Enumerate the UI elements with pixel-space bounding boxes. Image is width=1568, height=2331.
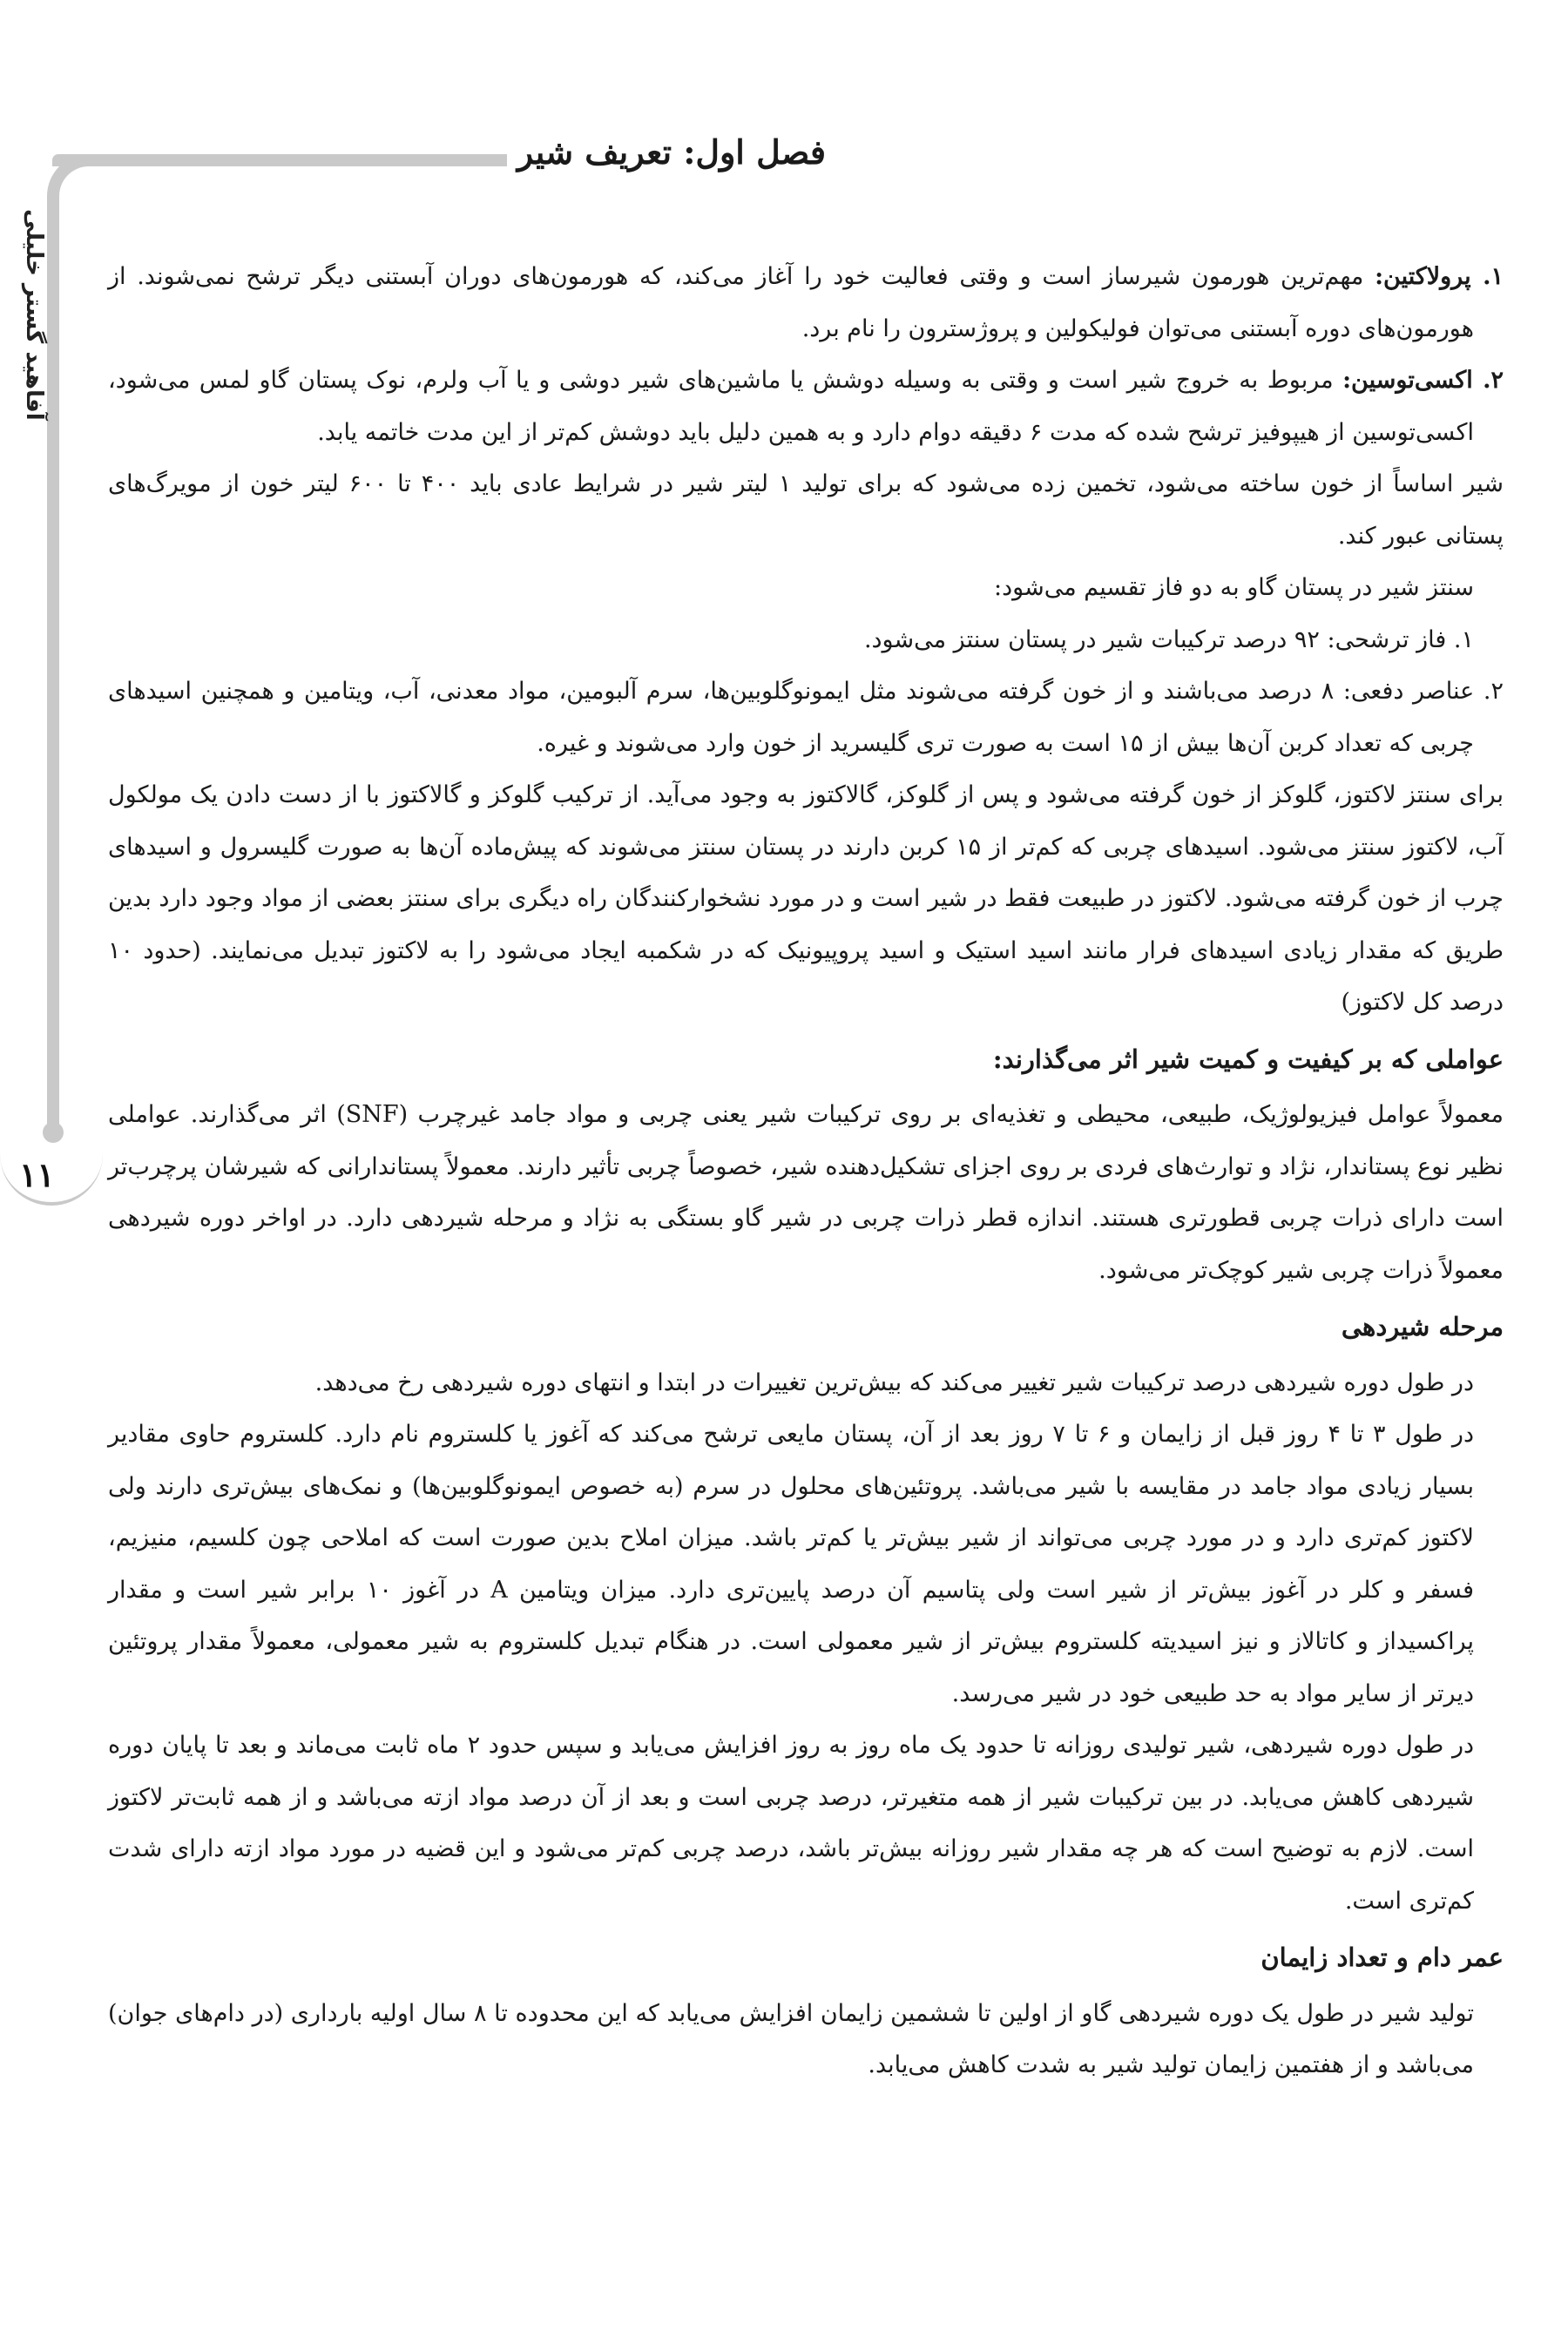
- side-running-title: آفاهید گستر خلیلی: [21, 209, 47, 421]
- heading-lactation-stage: مرحله شیردهی: [1341, 1312, 1504, 1341]
- paragraph-lactation-1: در طول دوره شیردهی درصد ترکیبات شیر تغییر می‌کند که بیش‌ترین تغییرات در ابتدا و انتهای دوره شیردهی رخ می‌دهد.: [314, 1368, 1474, 1396]
- page-number: ۱۱: [19, 1155, 55, 1194]
- text-oxytocin: مربوط به خروج شیر است و وقتی به وسیله دوشش یا ماشین‌های شیر دوشی و یا آب ولرم، نوک پستان گاو لمس می‌شود، اکسی‌توسین از هیپوفیز ترشح شده که مدت ۶ دقیقه دوام دارد و به همین دلیل باید دوشش کم‌تر از این مدت خاتمه یابد.: [108, 367, 1474, 446]
- term-oxytocin: ۲. اکسی‌توسین:: [1342, 367, 1504, 394]
- paragraph-lactose-synthesis: برای سنتز لاکتوز، گلوکز از خون گرفته می‌شود و پس از گلوکز، گالاکتوز به وجود می‌آید. از ترکیب گلوکز و گالاکتوز با از دست دادن یک مولکول آب، لاکتوز سنتز می‌شود. اسیدهای چربی که کم‌تر از ۱۵ کربن دارند در پستان سنتز می‌شوند که پیش‌ماده آن‌ها به صورت گلیسرول و اسیدهای چرب از خون گرفته می‌شود. لاکتوز در طبیعت فقط در شیر است و در مورد نشخوارکنندگان راه دیگری برای سنتز بعضی از مواد وجود دارد بدین طریق که مقدار زیادی اسیدهای فرار مانند اسید استیک و اسید پروپیونیک که در شکمبه ایجاد می‌شود را به لاکتوز تبدیل می‌نمایند. (حدود ۱۰ درصد کل لاکتوز): [108, 781, 1504, 1016]
- paragraph-lactation-yield: در طول دوره شیردهی، شیر تولیدی روزانه تا حدود یک ماه روز به روز افزایش می‌یابد و سپس حدود ۲ ماه ثابت می‌ماند و بعد تا پایان دوره شیردهی کاهش می‌یابد. در بین ترکیبات شیر از همه متغیرتر، درصد چربی است و بعد از آن درصد مواد ازته می‌باشد و از همه ثابت‌تر لاکتوز است. لازم به توضیح است که هر چه مقدار شیر روزانه بیش‌تر باشد، درصد چربی کم‌تر می‌شود و این قضیه در مورد مواد ازته دارای شدت کم‌تری است.: [108, 1732, 1475, 1915]
- paragraph-colostrum: در طول ۳ تا ۴ روز قبل از زایمان و ۶ تا ۷ روز بعد از آن، پستان مایعی ترشح می‌کند که آغوز یا کلستروم نام دارد. کلستروم حاوی مقادیر بسیار زیادی مواد جامد در مقایسه با شیر می‌باشد. پروتئین‌های محلول در سرم (به خصوص ایمونوگلوبین‌ها) و نمک‌های بیش‌تری دارند ولی لاکتوز کم‌تری دارد و در مورد چربی می‌تواند از شیر بیش‌تر یا کم‌تر باشد. میزان املاح بدین صورت است که املاحی چون کلسیم، منیزیم، فسفر و کلر در آغوز بیش‌تر از شیر است ولی پتاسیم آن درصد پایین‌تری دارد. میزان ویتامین A در آغوز ۱۰ برابر شیر است و مقدار پراکسیداز و کاتالاز و نیز اسیدیته کلستروم بیش‌تر از شیر معمولی است. در هنگام تبدیل کلستروم به شیر معمولی، معمولاً مقدار پروتئین دیرتر از سایر مواد به حد طبیعی خود در شیر می‌رسد.: [108, 1421, 1474, 1707]
- list-item-secretory: ۱. فاز ترشحی: ۹۲ درصد ترکیبات شیر در پستان سنتز می‌شود.: [863, 625, 1474, 653]
- frame-top-line: [52, 154, 573, 166]
- term-prolactin: ۱. پرولاکتین:: [1375, 263, 1504, 290]
- paragraph-synthesis-intro: سنتز شیر در پستان گاو به دو فاز تقسیم می‌شود:: [994, 574, 1474, 601]
- paragraph-quality-factors: معمولاً عوامل فیزیولوژیک، طبیعی، محیطی و تغذیه‌ای بر روی ترکیبات شیر یعنی چربی و مواد جامد غیرچرب (SNF) اثر می‌گذارند. عواملی نظیر نوع پستاندار، نژاد و توارث‌های فردی بر روی اجزای تشکیل‌دهنده شیر، خصوصاً چربی تأثیر دارند. معمولاً پستاندارانی که شیرشان پرچرب‌تر است دارای ذرات چربی قطورتری هستند. اندازه قطر ذرات چربی در شیر گاو بستگی به نژاد و مرحله شیردهی دارد. در اواخر دوره شیردهی معمولاً ذرات چربی شیر کوچک‌تر می‌شود.: [108, 1101, 1504, 1284]
- text-prolactin: مهم‌ترین هورمون شیرساز است و وقتی فعالیت خود را آغاز می‌کند، که هورمون‌های دوران آبستنی دیگر ترشح نمی‌شوند. از هورمون‌های دوره آبستنی می‌توان فولیکولین و پروژسترون را نام برد.: [108, 263, 1474, 342]
- heading-quality-factors: عواملی که بر کیفیت و کمیت شیر اثر می‌گذارند:: [992, 1044, 1504, 1074]
- frame-left-line: [47, 200, 59, 1128]
- paragraph-prolactin: [108, 251, 1504, 355]
- paragraph-oxytocin: [108, 355, 1504, 458]
- chapter-title: فصل اول: تعریف شیر: [507, 132, 836, 172]
- heading-age-calving: عمر دام و تعداد زایمان: [1260, 1942, 1504, 1972]
- list-item-excretory: ۲. عناصر دفعی: ۸ درصد می‌باشند و از خون گرفته می‌شوند مثل ایمونوگلوبین‌ها، سرم آلبومین، مواد معدنی، آب، ویتامین و همچنین اسیدهای چربی که تعداد کربن آن‌ها بیش از ۱۵ است به صورت تری گلیسرید از خون وارد می‌شوند و غیره.: [108, 678, 1504, 757]
- paragraph-age-calving: تولید شیر در طول یک دوره شیردهی گاو از اولین تا ششمین زایمان افزایش می‌یابد که این محدوده تا ۸ سال اولیه بارداری (در دام‌های جوان) می‌باشد و از هفتمین زایمان تولید شیر به شدت کاهش می‌یابد.: [108, 1999, 1474, 2078]
- paragraph-blood-volume: شیر اساساً از خون ساخته می‌شود، تخمین زده می‌شود که برای تولید ۱ لیتر شیر در شرایط عادی باید ۴۰۰ تا ۶۰۰ لیتر خون از مویرگ‌های پستانی عبور کند.: [108, 470, 1504, 550]
- frame-end-dot: [43, 1122, 64, 1143]
- page-body: [108, 251, 1504, 2091]
